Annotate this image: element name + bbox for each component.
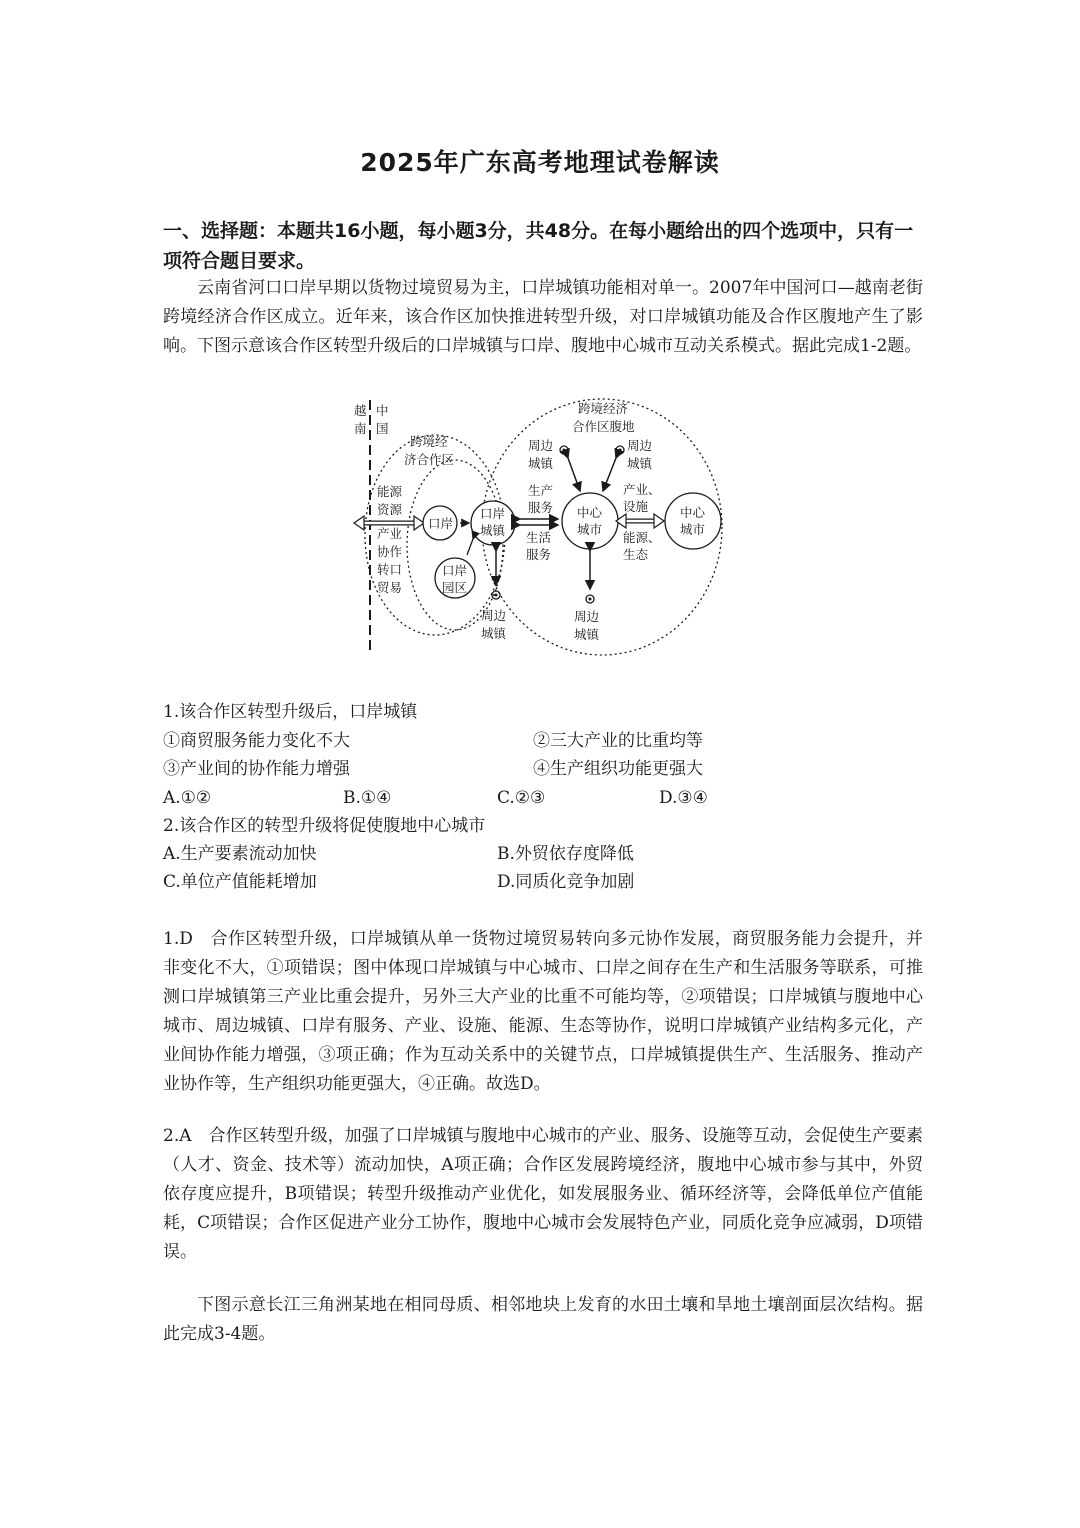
center-city-far-node	[665, 493, 721, 549]
next-question-intro: 下图示意长江三角洲某地在相同母质、相邻地块上发育的水田土壤和旱地土壤剖面层次结构。据此完成3-4题。	[163, 1295, 923, 1344]
section-header: 一、选择题：本题共16小题，每小题3分，共48分。在每小题给出的四个选项中，只有一项符合题目要求。	[163, 220, 914, 272]
nearby-bc-2: 城镇	[574, 627, 600, 642]
country-china-1: 中	[376, 403, 389, 418]
nearby-port-2: 城镇	[481, 626, 507, 641]
q1-option-2: ②三大产业的比重均等	[533, 731, 703, 751]
right-flow-top-1: 产业、	[623, 482, 661, 497]
q1-stem: 1.该合作区转型升级后，口岸城镇	[163, 702, 418, 722]
q1-choice-c: C.②③	[497, 788, 546, 808]
right-flow-bottom-2: 生态	[623, 547, 649, 562]
q1-choice-d: D.③④	[659, 788, 708, 808]
mid-flow-top-2: 服务	[528, 500, 554, 515]
nearby-port-1: 周边	[481, 608, 507, 623]
country-vietnam-2: 南	[354, 421, 367, 436]
nearby-tr-1: 周边	[627, 438, 653, 453]
q1-option-1: ①商贸服务能力变化不大	[163, 731, 350, 751]
q2-choice-c: C.单位产值能耗增加	[163, 872, 317, 892]
port-label: 口岸	[428, 516, 454, 531]
q1-choice-a: A.①②	[163, 788, 212, 808]
right-flow-top-2: 设施	[623, 499, 649, 514]
nearby-bc-1: 周边	[574, 609, 600, 624]
q1-option-3: ③产业间的协作能力增强	[163, 759, 350, 779]
zone-label-2: 济合作区	[404, 452, 455, 467]
zone-label-1: 跨境经	[410, 434, 448, 449]
page-title: 2025年广东高考地理试卷解读	[360, 148, 720, 177]
q2-choice-d: D.同质化竞争加剧	[497, 872, 635, 892]
answer-2: 2.A 合作区转型升级，加强了口岸城镇与腹地中心城市的产业、服务、设施等互动，会促使生产要素（人才、资金、技术等）流动加快，A项正确；合作区发展跨境经济，腹地中心城市参与其中，外贸依存度应提升，B项错误；转型升级推动产业优化，如发展服务业、循环经济等，会降低单位产值能耗，C项错误；合作区促进产业分工协作，腹地中心城市会发展特色产业，同质化竞争应减弱，D项错误。	[163, 1126, 923, 1262]
left-flow-2d: 贸易	[377, 580, 403, 595]
port-town-label-1: 口岸	[480, 506, 506, 521]
mid-flow-bottom-1: 生活	[526, 530, 552, 545]
left-flow-2a: 产业	[377, 526, 403, 541]
center-city-far-label-1: 中心	[680, 505, 706, 520]
nearby-tr-2: 城镇	[627, 456, 653, 471]
port-town-label-2: 城镇	[480, 523, 506, 538]
hinterland-label-1: 跨境经济	[578, 401, 629, 416]
q1-option-4: ④生产组织功能更强大	[533, 759, 703, 779]
left-flow-2b: 协作	[377, 544, 403, 559]
mid-flow-top-1: 生产	[528, 483, 554, 498]
nearby-tl-1: 周边	[528, 438, 554, 453]
answer-1: 1.D 合作区转型升级，口岸城镇从单一货物过境贸易转向多元协作发展，商贸服务能力会提升，并非变化不大，①项错误；图中体现口岸城镇与中心城市、口岸之间存在生产和生活服务等联系，可推测口岸城镇第三产业比重会提升，另外三大产业的比重不可能均等，②项错误；口岸城镇与腹地中心城市、周边城镇、口岸有服务、产业、设施、能源、生态等协作，说明口岸城镇产业结构多元化，产业间协作能力增强，③项正确；作为互动关系中的关键节点，口岸城镇提供生产、生活服务、推动产业协作等，生产组织功能更强大，④正确。故选D。	[163, 929, 923, 1094]
q2-choice-b: B.外贸依存度降低	[497, 844, 634, 864]
left-flow-1b: 资源	[377, 502, 403, 517]
right-flow-bottom-1: 能源、	[623, 530, 661, 545]
q2-choice-a: A.生产要素流动加快	[163, 844, 317, 864]
center-city-node	[562, 493, 618, 549]
q2-stem: 2.该合作区的转型升级将促使腹地中心城市	[163, 816, 486, 836]
center-city-label-2: 城市	[577, 522, 603, 537]
mid-flow-bottom-2: 服务	[526, 547, 552, 562]
country-vietnam-1: 越	[354, 403, 367, 418]
q1-choice-b: B.①④	[343, 788, 392, 808]
left-flow-2c: 转口	[377, 562, 403, 577]
interaction-diagram	[340, 395, 740, 660]
left-flow-1a: 能源	[377, 484, 403, 499]
country-china-2: 国	[376, 421, 389, 436]
port-park-label-1: 口岸	[442, 563, 468, 578]
port-park-label-2: 园区	[442, 580, 468, 595]
hinterland-label-2: 合作区腹地	[572, 419, 635, 434]
question-intro: 云南省河口口岸早期以货物过境贸易为主，口岸城镇功能相对单一。2007年中国河口—越南老街跨境经济合作区成立。近年来，该合作区加快推进转型升级，对口岸城镇功能及合作区腹地产生了影响。下图示意该合作区转型升级后的口岸城镇与口岸、腹地中心城市互动关系模式。据此完成1-2题。	[163, 278, 923, 356]
center-city-far-label-2: 城市	[680, 522, 706, 537]
center-city-label-1: 中心	[577, 505, 603, 520]
nearby-tl-2: 城镇	[528, 456, 554, 471]
